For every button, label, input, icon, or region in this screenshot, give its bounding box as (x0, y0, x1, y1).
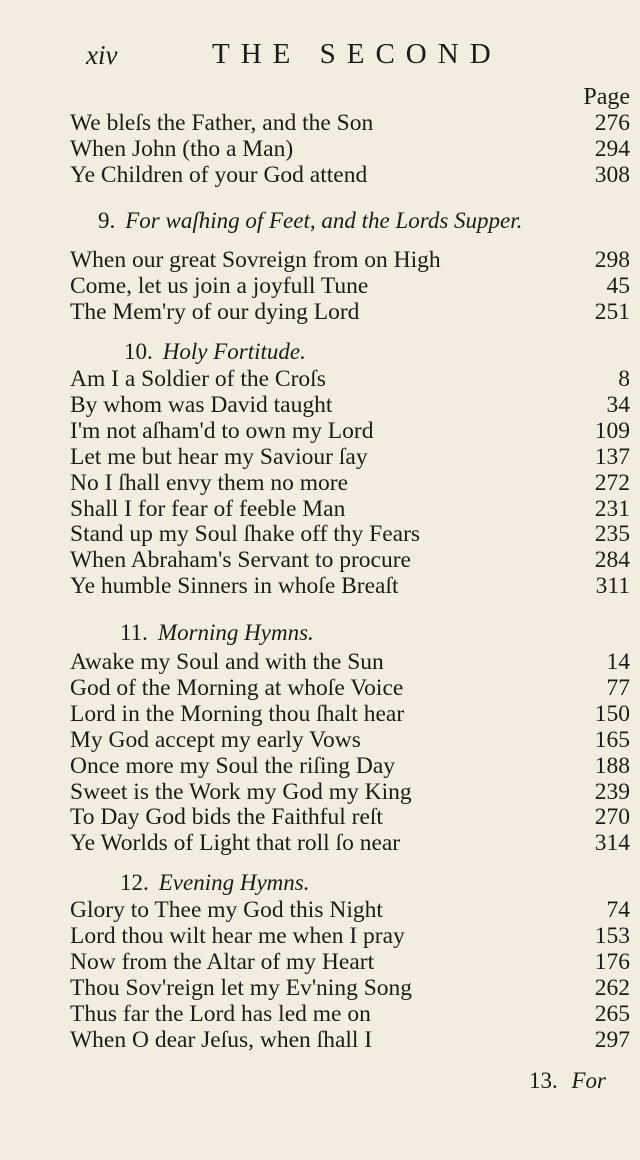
index-entry (70, 975, 630, 1001)
hymn-first-line: Lord in the Morning thou ſhalt hear (70, 700, 405, 727)
index-entry (70, 675, 630, 701)
hymn-page-number: 276 (594, 110, 630, 136)
index-entry (70, 753, 630, 779)
hymn-page-number: 294 (594, 135, 630, 162)
hymn-first-line: Ye Worlds of Light that roll ſo near (70, 830, 401, 857)
hymn-page-number: 311 (595, 573, 630, 600)
hymn-page-number: 14 (606, 649, 630, 675)
index-entry (70, 392, 630, 418)
index-entry (70, 162, 630, 188)
index-entry (70, 247, 630, 273)
hymn-first-line: Let me but hear my Saviour ſay (70, 443, 368, 470)
hymn-first-line: Thou Sov'reign let my Ev'ning Song (70, 974, 413, 1001)
hymn-first-line: When Abraham's Servant to procure (70, 547, 411, 574)
hymn-first-line: My God accept my early Vows (70, 726, 361, 753)
hymn-page-number: 34 (606, 391, 630, 418)
hymn-first-line: Shall I for fear of feeble Man (70, 495, 346, 522)
hymn-first-line: Ye humble Sinners in whoſe Breaſt (70, 573, 399, 600)
index-entry (70, 1001, 630, 1027)
hymn-page-number: 137 (594, 443, 630, 470)
section-heading (98, 208, 522, 234)
index-entry (70, 923, 630, 949)
hymn-first-line: When our great Sovreign from on High (70, 247, 441, 273)
section-title: Evening Hymns. (158, 870, 310, 895)
catchword-word: For (571, 1068, 606, 1093)
index-entry (70, 897, 630, 923)
hymn-first-line: No I ſhall envy them no more (70, 469, 349, 496)
hymn-page-number: 272 (594, 469, 630, 496)
hymn-page-number: 109 (594, 417, 630, 444)
catchword (529, 1068, 606, 1094)
section-title: Holy Fortitude. (162, 339, 306, 364)
index-entry (70, 804, 630, 830)
section-heading (120, 870, 310, 896)
page-header (0, 38, 640, 72)
index-entry (70, 136, 630, 162)
index-entry (70, 418, 630, 444)
section-title: For waſhing of Feet, and the Lords Supper. (125, 208, 523, 233)
index-entry (70, 444, 630, 470)
hymn-first-line: Glory to Thee my God this Night (70, 897, 383, 923)
folio-number: xiv (86, 40, 118, 70)
hymn-page-number: 239 (594, 778, 630, 805)
hymn-page-number: 77 (606, 674, 630, 701)
hymn-first-line: The Mem'ry of our dying Lord (70, 298, 360, 325)
index-entry (70, 366, 630, 392)
hymn-first-line: Am I a Soldier of the Croſs (70, 366, 326, 392)
index-entry (70, 110, 630, 136)
hymn-page-number: 262 (594, 974, 630, 1001)
hymn-page-number: 188 (594, 752, 630, 779)
hymn-page-number: 74 (606, 897, 630, 923)
section-heading (124, 339, 306, 365)
hymn-first-line: I'm not aſham'd to own my Lord (70, 417, 374, 444)
hymn-page-number: 153 (594, 922, 630, 949)
hymn-page-number: 284 (594, 547, 630, 574)
hymn-page-number: 150 (594, 700, 630, 727)
section-title: Morning Hymns. (157, 620, 314, 645)
hymn-first-line: Come, let us join a joyfull Tune (70, 272, 369, 299)
hymn-first-line: Ye Children of your God attend (70, 161, 368, 188)
hymn-first-line: Lord thou wilt hear me when I pray (70, 922, 405, 949)
index-entry (70, 779, 630, 805)
page-column-label: Page (583, 84, 630, 110)
hymn-page-number: 8 (618, 366, 630, 392)
section-number: 10. (124, 339, 153, 364)
hymn-first-line: Once more my Soul the riſing Day (70, 752, 396, 779)
section-number: 9. (98, 208, 116, 233)
hymn-first-line: Now from the Altar of my Heart (70, 948, 375, 975)
index-entry (70, 521, 630, 547)
hymn-first-line: When John (tho a Man) (70, 135, 294, 162)
hymn-first-line: To Day God bids the Faithful reſt (70, 804, 383, 831)
hymn-page-number: 45 (606, 272, 630, 299)
section-number: 12. (120, 870, 149, 895)
index-entry (70, 299, 630, 325)
hymn-page-number: 314 (594, 830, 630, 857)
index-entry (70, 470, 630, 496)
index-entry (70, 273, 630, 299)
hymn-page-number: 176 (594, 948, 630, 975)
hymn-page-number: 265 (594, 1000, 630, 1027)
hymn-page-number: 270 (594, 804, 630, 831)
hymn-first-line: Awake my Soul and with the Sun (70, 649, 384, 675)
section-heading (120, 620, 314, 646)
hymn-page-number: 235 (594, 521, 630, 548)
section-number: 11. (120, 620, 148, 645)
hymn-first-line: By whom was David taught (70, 391, 333, 418)
hymn-page-number: 308 (594, 161, 630, 188)
hymn-first-line: Thus far the Lord has led me on (70, 1000, 371, 1027)
hymn-page-number: 297 (594, 1026, 630, 1053)
index-entry (70, 727, 630, 753)
hymn-first-line: God of the Morning at whoſe Voice (70, 674, 404, 701)
hymn-first-line: When O dear Jeſus, when ſhall I (70, 1026, 373, 1053)
index-entry (70, 1027, 630, 1053)
running-head: THE SECOND (212, 38, 502, 70)
index-entry (70, 547, 630, 573)
index-entry (70, 949, 630, 975)
hymn-page-number: 298 (594, 247, 630, 273)
index-entry (70, 649, 630, 675)
hymn-page-number: 251 (594, 298, 630, 325)
catchword-number: 13. (529, 1068, 558, 1093)
index-entry (70, 573, 630, 599)
index-entry (70, 496, 630, 522)
index-entry (70, 701, 630, 727)
hymn-page-number: 231 (594, 495, 630, 522)
hymn-first-line: Sweet is the Work my God my King (70, 778, 412, 805)
hymn-first-line: We bleſs the Father, and the Son (70, 110, 374, 136)
hymn-first-line: Stand up my Soul ſhake off thy Fears (70, 521, 421, 548)
index-entry (70, 830, 630, 856)
hymn-page-number: 165 (594, 726, 630, 753)
